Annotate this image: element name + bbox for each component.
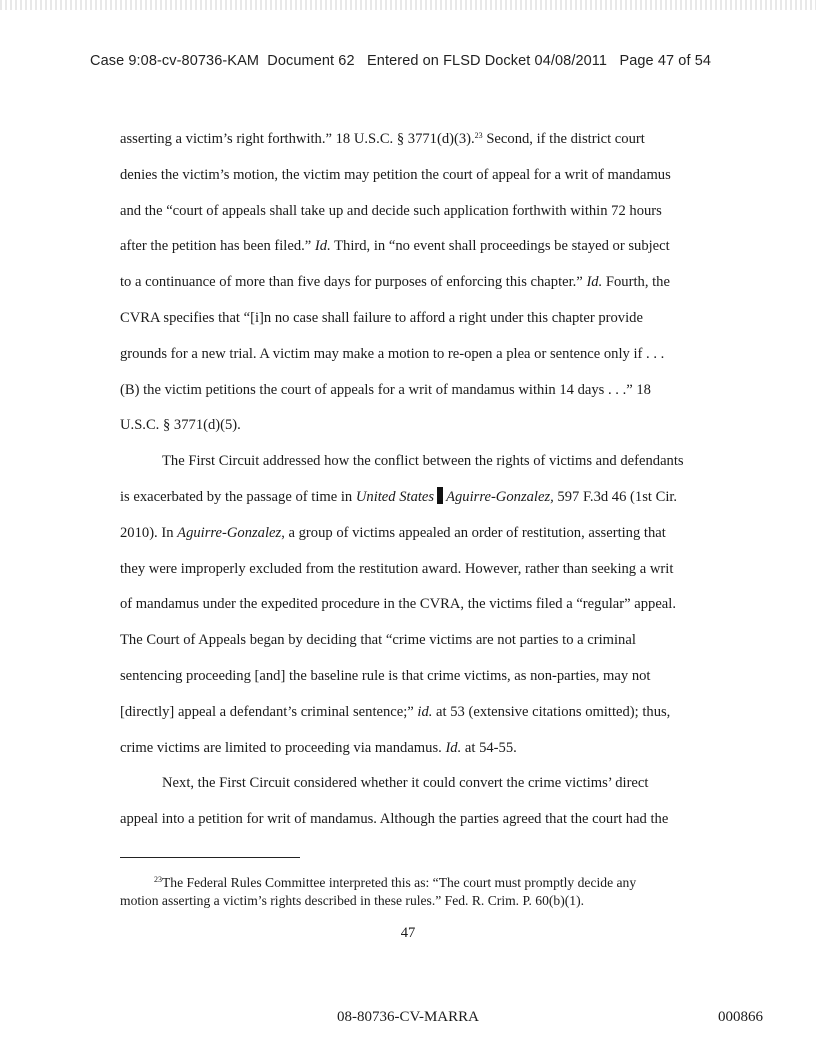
docket-entry: Entered on FLSD Docket 04/08/2011 [367, 53, 608, 69]
text-line: sentencing proceeding [and] the baseline rule is that crime victims, as non-parties, may not [120, 667, 651, 684]
document-number: Document 62 [267, 53, 355, 69]
text-line: they were improperly excluded from the restitution award. However, rather than seeking a writ [120, 560, 674, 577]
text-line: crime victims are limited to proceeding via mandamus. Id. at 54-55. [120, 739, 517, 756]
text-line: U.S.C. § 3771(d)(5). [120, 417, 241, 434]
scan-edge-artifact [0, 0, 816, 10]
text-line: 2010). In Aguirre-Gonzalez, a group of victims appealed an order of restitution, asserting that [120, 524, 666, 541]
text-line: (B) the victim petitions the court of appeals for a writ of mandamus within 14 days . . .” 18 [120, 381, 651, 398]
footnote-ref[interactable]: 23 [474, 131, 483, 140]
docket-header [90, 53, 750, 69]
text-line: The Court of Appeals began by deciding that “crime victims are not parties to a criminal [120, 632, 636, 649]
text-line: after the petition has been filed.” Id. Third, in “no event shall proceedings be stayed or subject [120, 238, 670, 255]
text-line: appeal into a petition for writ of mandamus. Although the parties agreed that the court had the [120, 811, 669, 828]
page-number: 47 [400, 925, 416, 941]
redaction-mark [437, 487, 443, 504]
text-line: to a continuance of more than five days for purposes of enforcing this chapter.” Id. Fourth, the [120, 274, 670, 291]
footnote [120, 874, 710, 910]
text-line: and the “court of appeals shall take up and decide such application forthwith within 72 hours [120, 202, 662, 219]
case-number: Case 9:08-cv-80736-KAM [90, 53, 260, 69]
body-text [120, 122, 702, 838]
bates-number: 000866 [718, 1009, 763, 1025]
text-line: denies the victim’s motion, the victim may petition the court of appeal for a writ of mandamus [120, 166, 671, 183]
footnote-divider [120, 857, 300, 858]
text-line: [directly] appeal a defendant’s criminal sentence;” id. at 53 (extensive citations omitted); thus, [120, 703, 671, 720]
text-line: Next, the First Circuit considered whether it could convert the crime victims’ direct [162, 775, 649, 792]
text-line: of mandamus under the expedited procedure in the CVRA, the victims filed a “regular” appeal. [120, 596, 676, 613]
bates-label: 08-80736-CV-MARRA [337, 1009, 479, 1025]
text-line: grounds for a new trial. A victim may make a motion to re-open a plea or sentence only if . . . [120, 345, 665, 362]
text-line: CVRA specifies that “[i]n no case shall failure to afford a right under this chapter provide [120, 309, 643, 326]
footnote-line: motion asserting a victim’s rights described in these rules.” Fed. R. Crim. P. 60(b)(1). [120, 893, 585, 908]
footnote-number: 23 [153, 875, 162, 884]
text-line: is exacerbated by the passage of time in United States Aguirre-Gonzalez, 597 F.3d 46 (1st Cir. [120, 488, 678, 505]
page-of-total: Page 47 of 54 [619, 53, 712, 69]
footnote-line: $^{23}$The Federal Rules Committee interpreted this as: “The court must promptly decide any [153, 875, 637, 890]
text-line: asserting a victim’s right forthwith.” 18 U.S.C. § 3771(d)(3).$^{23}$ Second, if the district court [120, 131, 645, 147]
text-line: The First Circuit addressed how the conflict between the rights of victims and defendants [162, 453, 684, 470]
